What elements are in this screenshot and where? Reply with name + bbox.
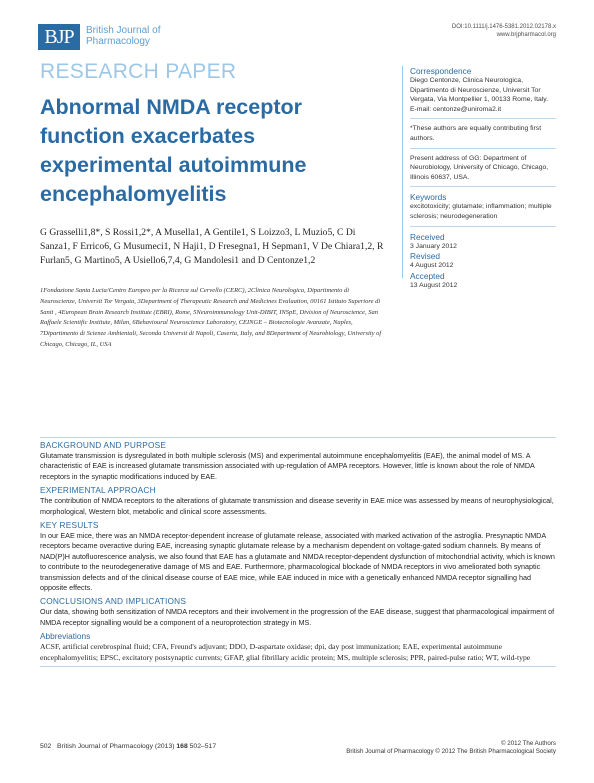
page-number: 502 — [40, 743, 52, 750]
present-address: Present address of GG: Department of Neurobiology, University of Chicago, Chicago, Illinois 60637, USA. — [410, 154, 549, 181]
sidebar-divider — [410, 148, 556, 149]
results-text: In our EAE mice, there was an NMDA receptor-dependent increase of glutamate release, associated with marked activation of the astroglia. Presynaptic NMDA receptors became overactive during EAE, increasing synaptic glutamate release by a mechanism dependent on voltage-gated sodium channels. By means of NAD(P)H autofluorescence analysis, we also found that EAE has a glutamate and NMDA receptor-dependent dysfunction of mitochondrial activity, which is known to contribute to the neurodegenerative damage of MS and EAE. Furthermore, pharmacological blockade of NMDA receptors in vivo ameliorated both synaptic transmission defects and of the clinical disease course of EAE mice, while EAE induced in mice with a genetically enhanced NMDA receptor signalling had opposite effects. — [40, 531, 555, 593]
keywords-text: excitotoxicity; glutamate; inflammation; multiple sclerosis; neurodegeneration — [410, 203, 552, 220]
footer-copyright — [346, 740, 556, 756]
journal-name-line1: British Journal of — [86, 25, 161, 36]
approach-heading: EXPERIMENTAL APPROACH — [40, 485, 156, 496]
results-heading: KEY RESULTS — [40, 520, 99, 531]
journal-name-line2: Pharmacology — [86, 36, 150, 47]
background-heading: BACKGROUND AND PURPOSE — [40, 440, 167, 450]
copyright-line1: © 2012 The Authors — [500, 740, 556, 747]
footer-citation — [40, 743, 216, 750]
journal-url[interactable]: www.brjpharmacol.org — [496, 32, 556, 38]
section-label: RESEARCH PAPER — [40, 60, 237, 83]
affiliations: 1Fondazione Santa Lucia/Centro Europeo per la Ricerca sul Cervello (CERC), 2Clinica Neurologica, Dipartimento di Neuroscienze, Universit Tor Vergata, 3Department of Therapeutic Research and Medicines Evaluation, 00161 Istituto Superiore di Sanit , 4European Brain Research Institute (EBRI), Rome, 5Neuroimmunology Unit-DIBIT, INSpE, Division of Neuroscience, San Raffaele Scientific Institute, Milan, 6Behavioural Neuroscience Laboratory, CEINGE – Biotecnologie Avanzate, Naples, 7Dipartimento di Scienze Ambientali, Seconda Universit di Napoli, Caserta, Italy, and 8Department of Neurobiology, University of Chicago, Chicago, IL, USA — [40, 287, 382, 348]
sidebar-divider — [410, 186, 556, 187]
bjp-logo-box: BJP — [38, 24, 80, 50]
equal-contribution-note: *These authors are equally contributing first authors. — [410, 125, 542, 142]
accepted-heading: Accepted — [410, 270, 445, 281]
sidebar-divider — [410, 226, 556, 227]
journal-logo — [38, 24, 160, 50]
approach-text: The contribution of NMDA receptors to the alterations of glutamate transmission and disease severity in EAE mice was assessed by means of neurophysiological, morphological, Western blot, metabolic and clinical score assessments. — [40, 496, 554, 516]
conclusions-text: Our data, showing both sensitization of NMDA receptors and their involvement in the progression of the EAE disease, suggest that pharmacological impairment of NMDA receptor signalling would be a component of a neuroprotection strategy in MS. — [40, 607, 555, 627]
keywords-heading: Keywords — [410, 192, 447, 203]
abbreviations-heading: Abbreviations — [40, 631, 91, 642]
abstract — [40, 437, 556, 667]
received-heading: Received — [410, 231, 445, 242]
abstract-bottom-rule — [40, 666, 556, 667]
copyright-line2: British Journal of Pharmacology © 2012 The British Pharmacological Society — [346, 748, 556, 755]
correspondence-heading: Correspondence — [410, 66, 472, 76]
accepted-date: 13 August 2012 — [410, 281, 458, 289]
page-range: 502–517 — [189, 743, 217, 750]
received-date: 3 January 2012 — [410, 242, 457, 250]
journal-name — [86, 24, 160, 47]
conclusions-heading: CONCLUSIONS AND IMPLICATIONS — [40, 596, 187, 607]
doi-block — [452, 23, 556, 39]
doi-text[interactable]: DOI:10.1111/j.1476-5381.2012.02178.x — [451, 24, 556, 30]
article-info-sidebar — [402, 66, 556, 289]
volume-number: 168 — [176, 743, 188, 750]
author-list: G Grasselli1,8*, S Rossi1,2*, A Musella1, A Gentile1, S Loizzo3, L Muzio5, C Di Sanza1, F Errico6, G Musumeci1, N Haji1, D Fresegna1, H Sepman1, V De Chiara1,2, R Furlan5, G Martino5, A Usiello6,7,4, G Mandolesi1 and D Centonze1,2 — [40, 227, 384, 266]
background-text: Glutamate transmission is dysregulated in both multiple sclerosis (MS) and experimental autoimmune encephalomyelitis (EAE), the animal model of MS. A characteristic of EAE is increased glutamate transmission associated with up-regulation of AMPA receptors. However, little is known about the role of NMDA receptors in the synaptic modifications induced by EAE. — [40, 451, 535, 481]
abstract-top-rule — [40, 437, 556, 438]
article-title: Abnormal NMDA receptor function exacerbates experimental autoimmune encephalomyelitis — [40, 95, 307, 206]
abbreviations-text: ACSF, artificial cerebrospinal fluid; CFA, Freund's adjuvant; DDO, D-aspartate oxidase; dpi, day post immunization; EAE, experimental autoimmune encephalomyelitis; EPSC, excitatory postsynaptic currents; GFAP, glial fibrillary acidic protein; MS, multiple sclerosis; PPR, paired-pulse ratio; WT, wild-type — [40, 642, 531, 662]
revised-heading: Revised — [410, 251, 440, 262]
revised-date: 4 August 2012 — [410, 262, 454, 270]
journal-citation: British Journal of Pharmacology (2013) — [57, 743, 175, 750]
sidebar-divider — [410, 118, 556, 119]
correspondence-text: Diego Centonze, Clinica Neurologica, Dipartimento di Neuroscienze, Universit Tor Vergata, Via Montpellier 1, 00133 Rome, Italy. E-mail: centonze@uniroma2.it — [410, 77, 549, 113]
